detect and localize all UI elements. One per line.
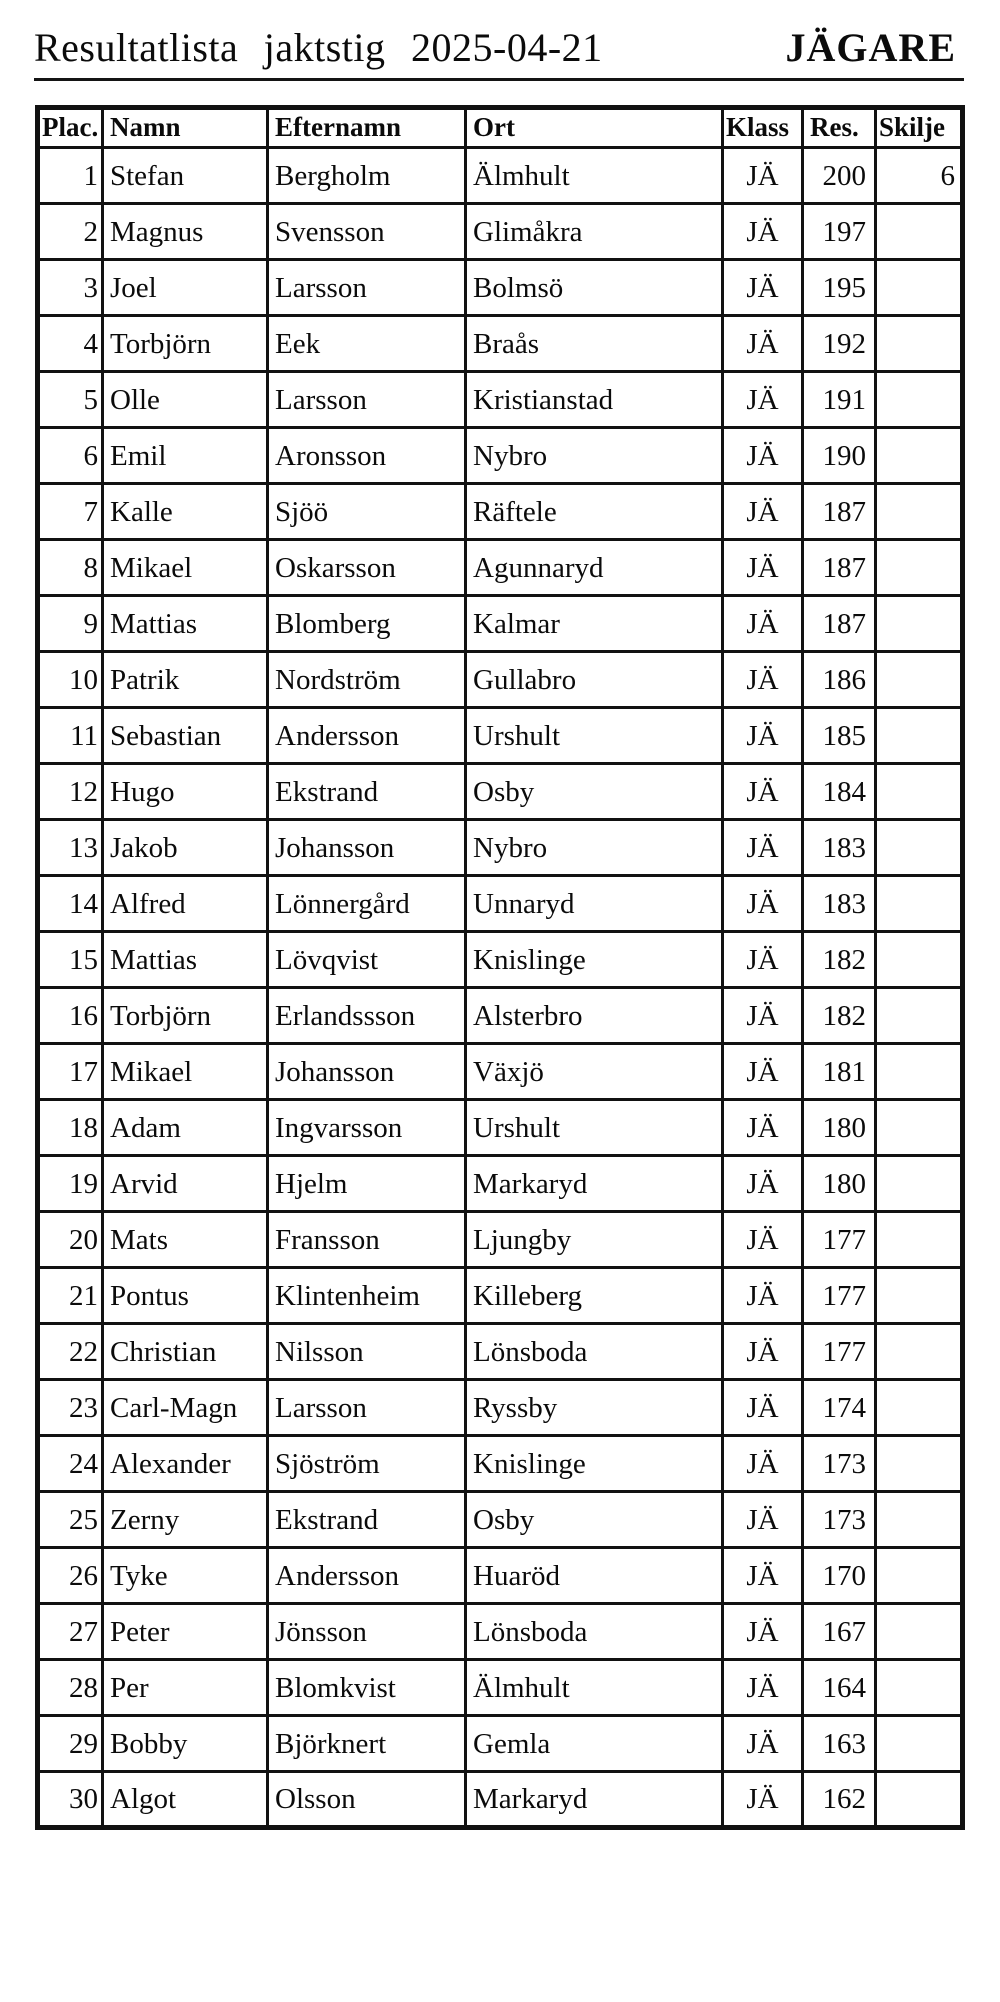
column-header-skilje: Skilje [876,108,963,148]
cell-plac: 30 [38,1772,103,1828]
cell-klass: JÄ [723,876,803,932]
cell-efternamn: Blomberg [268,596,466,652]
cell-ort: Nybro [466,428,723,484]
cell-efternamn: Bergholm [268,148,466,204]
cell-efternamn: Blomkvist [268,1660,466,1716]
cell-klass: JÄ [723,932,803,988]
cell-plac: 18 [38,1100,103,1156]
cell-klass: JÄ [723,988,803,1044]
cell-ort: Knislinge [466,1436,723,1492]
cell-klass: JÄ [723,1156,803,1212]
cell-skilje [876,372,963,428]
column-header-namn: Namn [103,108,268,148]
cell-plac: 5 [38,372,103,428]
cell-efternamn: Aronsson [268,428,466,484]
cell-skilje [876,260,963,316]
cell-plac: 19 [38,1156,103,1212]
cell-plac: 12 [38,764,103,820]
cell-ort: Ryssby [466,1380,723,1436]
table-row [38,1660,963,1716]
cell-ort: Gemla [466,1716,723,1772]
cell-namn: Zerny [103,1492,268,1548]
cell-namn: Bobby [103,1716,268,1772]
cell-skilje [876,540,963,596]
table-row [38,148,963,204]
cell-plac: 22 [38,1324,103,1380]
table-row [38,428,963,484]
column-header-klass: Klass [723,108,803,148]
cell-plac: 6 [38,428,103,484]
cell-plac: 9 [38,596,103,652]
table-row [38,372,963,428]
table-row [38,1324,963,1380]
cell-efternamn: Ekstrand [268,1492,466,1548]
cell-klass: JÄ [723,204,803,260]
table-row [38,1268,963,1324]
cell-efternamn: Erlandssson [268,988,466,1044]
cell-res: 170 [803,1548,876,1604]
cell-ort: Kalmar [466,596,723,652]
cell-klass: JÄ [723,260,803,316]
cell-klass: JÄ [723,1548,803,1604]
cell-plac: 10 [38,652,103,708]
cell-skilje [876,1492,963,1548]
cell-skilje [876,1044,963,1100]
table-row [38,1436,963,1492]
cell-efternamn: Hjelm [268,1156,466,1212]
cell-res: 167 [803,1604,876,1660]
cell-klass: JÄ [723,540,803,596]
cell-skilje [876,596,963,652]
table-row [38,1492,963,1548]
cell-efternamn: Ingvarsson [268,1100,466,1156]
cell-skilje [876,932,963,988]
cell-namn: Arvid [103,1156,268,1212]
cell-skilje [876,1436,963,1492]
cell-skilje [876,1660,963,1716]
column-header-res: Res. [803,108,876,148]
table-row [38,820,963,876]
cell-klass: JÄ [723,316,803,372]
cell-res: 177 [803,1268,876,1324]
cell-ort: Markaryd [466,1156,723,1212]
cell-res: 200 [803,148,876,204]
cell-skilje [876,1324,963,1380]
cell-res: 185 [803,708,876,764]
cell-plac: 27 [38,1604,103,1660]
cell-efternamn: Larsson [268,372,466,428]
cell-skilje: 6 [876,148,963,204]
cell-efternamn: Sjöström [268,1436,466,1492]
category-label: JÄGARE [785,25,956,70]
cell-efternamn: Eek [268,316,466,372]
cell-namn: Patrik [103,652,268,708]
cell-plac: 20 [38,1212,103,1268]
cell-efternamn: Oskarsson [268,540,466,596]
cell-res: 181 [803,1044,876,1100]
cell-ort: Växjö [466,1044,723,1100]
cell-efternamn: Fransson [268,1212,466,1268]
cell-ort: Gullabro [466,652,723,708]
cell-ort: Knislinge [466,932,723,988]
cell-res: 163 [803,1716,876,1772]
cell-plac: 23 [38,1380,103,1436]
cell-plac: 24 [38,1436,103,1492]
cell-plac: 17 [38,1044,103,1100]
cell-skilje [876,988,963,1044]
cell-efternamn: Jönsson [268,1604,466,1660]
cell-plac: 16 [38,988,103,1044]
cell-skilje [876,1268,963,1324]
column-header-efternamn: Efternamn [268,108,466,148]
cell-skilje [876,652,963,708]
page-title: Resultatlista jaktstig 2025-04-21 [34,25,603,70]
cell-res: 164 [803,1660,876,1716]
cell-efternamn: Ekstrand [268,764,466,820]
table-row [38,260,963,316]
cell-klass: JÄ [723,1772,803,1828]
table-row [38,1044,963,1100]
cell-plac: 28 [38,1660,103,1716]
cell-skilje [876,1212,963,1268]
cell-res: 182 [803,932,876,988]
cell-ort: Ljungby [466,1212,723,1268]
cell-res: 192 [803,316,876,372]
cell-namn: Joel [103,260,268,316]
table-row [38,204,963,260]
cell-res: 187 [803,596,876,652]
cell-namn: Hugo [103,764,268,820]
cell-res: 191 [803,372,876,428]
cell-plac: 15 [38,932,103,988]
cell-skilje [876,764,963,820]
cell-klass: JÄ [723,372,803,428]
cell-ort: Kristianstad [466,372,723,428]
cell-ort: Killeberg [466,1268,723,1324]
cell-ort: Lönsboda [466,1604,723,1660]
cell-namn: Adam [103,1100,268,1156]
table-row [38,596,963,652]
cell-res: 190 [803,428,876,484]
cell-ort: Älmhult [466,148,723,204]
results-table [35,105,965,1830]
cell-namn: Sebastian [103,708,268,764]
cell-res: 162 [803,1772,876,1828]
cell-plac: 4 [38,316,103,372]
cell-efternamn: Nordström [268,652,466,708]
cell-klass: JÄ [723,1660,803,1716]
cell-efternamn: Andersson [268,1548,466,1604]
cell-plac: 11 [38,708,103,764]
cell-klass: JÄ [723,652,803,708]
cell-namn: Kalle [103,484,268,540]
cell-plac: 21 [38,1268,103,1324]
cell-efternamn: Olsson [268,1772,466,1828]
cell-ort: Bolmsö [466,260,723,316]
cell-klass: JÄ [723,708,803,764]
cell-ort: Älmhult [466,1660,723,1716]
cell-efternamn: Larsson [268,1380,466,1436]
table-row [38,1772,963,1828]
cell-klass: JÄ [723,1492,803,1548]
cell-klass: JÄ [723,148,803,204]
results-body [38,148,963,1828]
cell-efternamn: Larsson [268,260,466,316]
cell-skilje [876,1548,963,1604]
cell-namn: Emil [103,428,268,484]
table-row [38,652,963,708]
table-row [38,708,963,764]
cell-namn: Torbjörn [103,988,268,1044]
cell-klass: JÄ [723,484,803,540]
column-header-plac: Plac. [38,108,103,148]
cell-skilje [876,708,963,764]
cell-klass: JÄ [723,1436,803,1492]
cell-namn: Alexander [103,1436,268,1492]
cell-klass: JÄ [723,1324,803,1380]
cell-namn: Per [103,1660,268,1716]
cell-res: 182 [803,988,876,1044]
cell-efternamn: Lönnergård [268,876,466,932]
cell-klass: JÄ [723,1212,803,1268]
cell-plac: 7 [38,484,103,540]
table-row [38,484,963,540]
cell-namn: Mikael [103,1044,268,1100]
cell-res: 183 [803,876,876,932]
cell-ort: Alsterbro [466,988,723,1044]
cell-res: 197 [803,204,876,260]
cell-skilje [876,1100,963,1156]
cell-klass: JÄ [723,1044,803,1100]
table-row [38,1716,963,1772]
cell-skilje [876,316,963,372]
cell-klass: JÄ [723,1100,803,1156]
cell-namn: Mats [103,1212,268,1268]
cell-namn: Algot [103,1772,268,1828]
cell-klass: JÄ [723,1268,803,1324]
table-row [38,1548,963,1604]
cell-ort: Osby [466,1492,723,1548]
cell-ort: Agunnaryd [466,540,723,596]
cell-ort: Markaryd [466,1772,723,1828]
cell-klass: JÄ [723,1716,803,1772]
cell-namn: Torbjörn [103,316,268,372]
cell-klass: JÄ [723,596,803,652]
table-row [38,1604,963,1660]
cell-skilje [876,876,963,932]
cell-skilje [876,484,963,540]
cell-skilje [876,820,963,876]
cell-namn: Magnus [103,204,268,260]
cell-ort: Räftele [466,484,723,540]
cell-klass: JÄ [723,1604,803,1660]
cell-skilje [876,1380,963,1436]
cell-skilje [876,1716,963,1772]
cell-plac: 1 [38,148,103,204]
cell-efternamn: Svensson [268,204,466,260]
cell-res: 187 [803,540,876,596]
table-row [38,876,963,932]
table-row [38,988,963,1044]
cell-efternamn: Sjöö [268,484,466,540]
cell-namn: Christian [103,1324,268,1380]
cell-plac: 29 [38,1716,103,1772]
table-row [38,1212,963,1268]
cell-plac: 8 [38,540,103,596]
cell-efternamn: Johansson [268,820,466,876]
cell-klass: JÄ [723,428,803,484]
cell-ort: Nybro [466,820,723,876]
cell-namn: Carl-Magn [103,1380,268,1436]
cell-plac: 26 [38,1548,103,1604]
cell-ort: Urshult [466,1100,723,1156]
cell-klass: JÄ [723,820,803,876]
cell-plac: 25 [38,1492,103,1548]
cell-efternamn: Nilsson [268,1324,466,1380]
cell-efternamn: Johansson [268,1044,466,1100]
cell-plac: 2 [38,204,103,260]
cell-res: 195 [803,260,876,316]
cell-namn: Mikael [103,540,268,596]
cell-res: 187 [803,484,876,540]
cell-plac: 13 [38,820,103,876]
cell-res: 177 [803,1212,876,1268]
cell-namn: Mattias [103,596,268,652]
cell-namn: Tyke [103,1548,268,1604]
table-row [38,540,963,596]
page-header [34,24,964,81]
cell-res: 174 [803,1380,876,1436]
cell-efternamn: Andersson [268,708,466,764]
cell-namn: Mattias [103,932,268,988]
cell-skilje [876,428,963,484]
cell-efternamn: Björknert [268,1716,466,1772]
cell-ort: Lönsboda [466,1324,723,1380]
table-row [38,932,963,988]
table-row [38,764,963,820]
cell-plac: 14 [38,876,103,932]
cell-namn: Pontus [103,1268,268,1324]
cell-res: 177 [803,1324,876,1380]
cell-klass: JÄ [723,1380,803,1436]
cell-res: 180 [803,1100,876,1156]
cell-res: 183 [803,820,876,876]
table-row [38,316,963,372]
cell-res: 173 [803,1436,876,1492]
cell-ort: Glimåkra [466,204,723,260]
cell-skilje [876,1604,963,1660]
cell-plac: 3 [38,260,103,316]
cell-ort: Osby [466,764,723,820]
cell-namn: Olle [103,372,268,428]
table-row [38,1380,963,1436]
cell-res: 184 [803,764,876,820]
cell-skilje [876,1772,963,1828]
cell-res: 173 [803,1492,876,1548]
cell-ort: Huaröd [466,1548,723,1604]
cell-klass: JÄ [723,764,803,820]
cell-efternamn: Klintenheim [268,1268,466,1324]
cell-res: 180 [803,1156,876,1212]
table-row [38,1100,963,1156]
cell-ort: Braås [466,316,723,372]
table-row [38,1156,963,1212]
cell-namn: Jakob [103,820,268,876]
column-header-ort: Ort [466,108,723,148]
cell-namn: Peter [103,1604,268,1660]
header-row [38,108,963,148]
cell-skilje [876,1156,963,1212]
cell-namn: Stefan [103,148,268,204]
cell-efternamn: Lövqvist [268,932,466,988]
cell-ort: Urshult [466,708,723,764]
cell-skilje [876,204,963,260]
cell-res: 186 [803,652,876,708]
cell-namn: Alfred [103,876,268,932]
cell-ort: Unnaryd [466,876,723,932]
